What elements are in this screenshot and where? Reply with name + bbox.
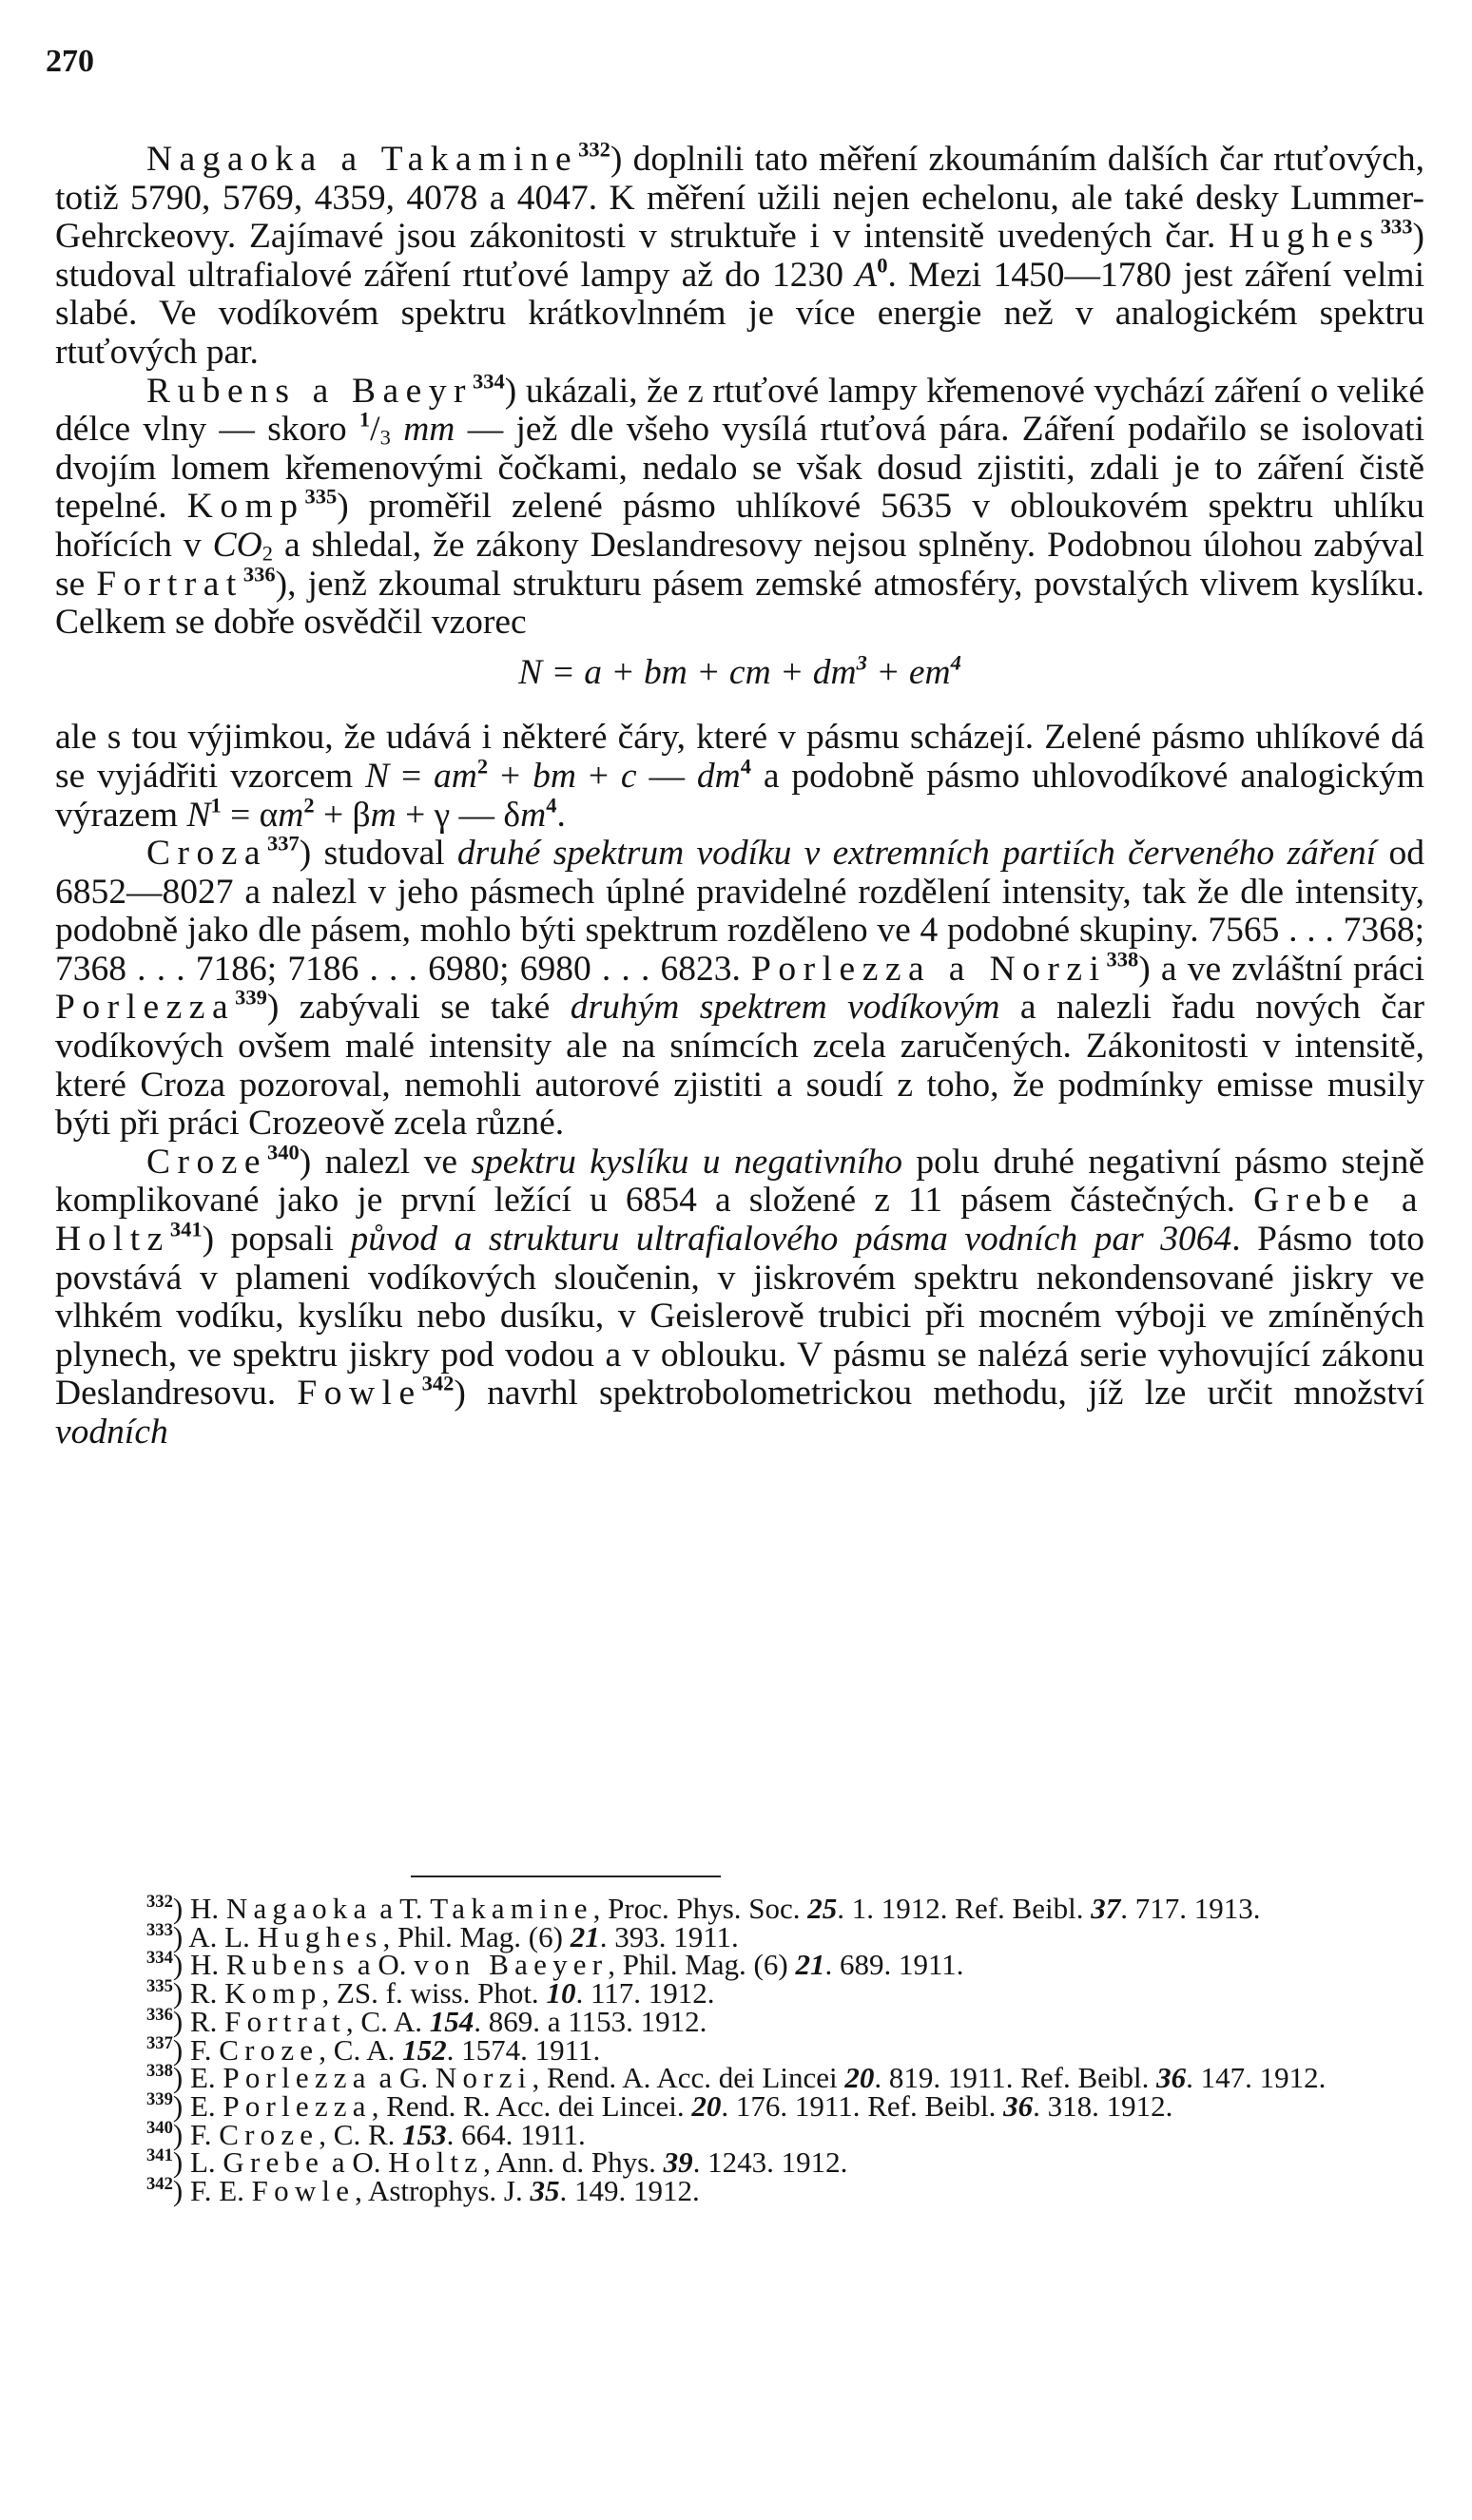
text-run: ) navrhl spektrobolometrickou methodu, jíž lze určit množství [454,1374,1424,1414]
italic-text: bm [644,652,688,692]
italic-text: 39 [663,2145,693,2180]
text-run: . 1574. 1911. [446,2032,601,2067]
spaced-name: Hughes [1229,217,1381,257]
italic-text: 21 [570,1919,600,1953]
text-run: , Phil. Mag. (6) [608,1948,796,1982]
footnote [55,2173,1424,2208]
paragraph [55,368,1425,643]
text-run: . 147. 1912. [1186,2061,1327,2095]
text-run: , C. R. [319,2117,403,2151]
text-run: ) F. [172,2032,220,2067]
text-run: / [370,410,380,450]
text-run: , Astrophys. J. [355,2174,531,2208]
superscript: 333 [1380,214,1413,239]
superscript: 341 [169,1217,203,1241]
italic-text: am [434,756,477,796]
superscript: 340 [146,2117,173,2138]
text-run: . 393. 1911. [599,1919,739,1953]
text-run: ) R. [172,1976,225,2010]
subscript: 3 [379,425,391,450]
paragraph [55,831,1425,1144]
text-run: + [687,652,729,692]
spaced-name: Nagaoka [225,1892,373,1925]
superscript: 336 [242,561,276,586]
footnote [55,1919,1424,1953]
superscript: 1 [210,792,222,817]
italic-text: 20 [691,2088,722,2123]
spaced-name: Fowle [251,2174,356,2208]
italic-text: 154 [429,2004,475,2038]
text-run [391,410,403,449]
text-run: ale s tou výjimkou, že udává i některé čáry, které v pásmu scházejí. Zelené pásmo uhlíkové dá se vyjádřiti vzorcem [55,718,1424,796]
text-run: . 664. 1911. [446,2117,586,2151]
superscript: 0 [877,253,888,278]
superscript: 332 [578,137,610,162]
italic-text: druhé spektrum vodíku v extremních partiích červeného záření [456,834,1377,874]
italic-text: 37 [1091,1892,1121,1925]
spaced-name: Porlezza [55,988,236,1028]
italic-text: 20 [844,2061,875,2095]
superscript: 342 [146,2173,173,2194]
text-run: ) popsali [202,1220,351,1260]
text-run: ) F. [172,2117,220,2151]
spaced-name: Hughes [257,1919,383,1953]
text-run: + [770,652,813,692]
footnote [55,2117,1424,2151]
superscript: 336 [146,2004,173,2025]
italic-text: CO [212,525,262,565]
text-run: . 149. 1912. [559,2174,700,2208]
italic-text: 152 [402,2032,447,2067]
spaced-name: Fowle [297,1374,422,1414]
text-run: , ZS. f. wiss. Phot. [321,1976,547,2010]
text-run: ), jenž zkoumal strukturu pásem zemské atmosféry, povstalých vlivem kyslíku. Celkem se dobře osvědčil vzorec [55,564,1424,643]
text-run: = [389,756,435,796]
italic-text: A [855,255,878,295]
italic-text: c [620,756,637,796]
text-run: , Proc. Phys. Soc. [592,1892,808,1925]
italic-text: spektru kyslíku u negativního [471,1142,902,1182]
italic-text: m [370,795,397,835]
superscript: 338 [1106,947,1139,971]
text-run: . 1243. 1912. [692,2145,848,2180]
italic-text: 35 [530,2174,560,2208]
superscript: 2 [303,792,315,817]
superscript: 341 [146,2145,173,2166]
spaced-name: Nagaoka a Takamine [146,140,579,179]
italic-text: 36 [1156,2061,1187,2095]
spaced-name: Croza [146,834,268,874]
italic-text: m [278,795,304,835]
spaced-name: Porlezza a Norzi [751,949,1107,989]
text-run: ) R. [172,2004,225,2038]
footnote [55,1976,1424,2010]
text-run: . 176. 1911. Ref. Beibl. [721,2088,1004,2123]
spaced-name: Komp [186,487,305,527]
text-run: + γ — δ [396,795,521,835]
text-run: , Rend. A. Acc. dei Lincei [532,2061,845,2095]
text-run: , Rend. R. Acc. dei Lincei. [371,2088,692,2123]
footnote [55,2032,1424,2067]
superscript: 332 [146,1891,173,1912]
text-run: a shledal, že zákony Deslandresovy nejsou splněny. Podobnou úlohou zabýval se [55,525,1424,604]
italic-text: N [186,795,211,835]
text-run: . [556,795,566,835]
superscript: 335 [146,1976,173,1997]
text-run: ) doplnili tato měření zkoumáním dalších čar rtuťových, totiž 5790, 5769, 4359, 4078 a 4047. K měření užili nejen echelonu, ale také desky Lummer-Gehrckeovy. Zajímavé jsou zákonitosti v struktuře i v intensitě uvedených čar. [55,140,1424,257]
text-run: a nalezli řadu nových čar vodíkových ovšem malé intensity ale na snímcích zcela zaručených. Zákonitosti v intensitě, které Croza pozoroval, nemohli autorové zjistiti a soudí z toho, že podmínky emisse musily býti při práci Crozeově zcela různé. [55,988,1425,1144]
text-run: + [575,756,621,796]
italic-text: N [365,756,390,796]
spaced-name: von Baeyer [414,1948,609,1982]
text-run: . 689. 1911. [824,1948,964,1982]
text-run: + [488,756,533,796]
subscript: 2 [261,541,273,566]
text-run: , C. A. [345,2004,430,2038]
text-run: ) E. [172,2088,223,2123]
italic-text: a [584,652,602,692]
spaced-name: Fortrat [224,2004,346,2038]
italic-text: druhým spektrem vodíkovým [570,988,1000,1028]
italic-text: m [520,795,547,835]
text-run: , Phil. Mag. (6) [382,1919,571,1953]
spaced-name: Porlezza [223,2061,372,2095]
italic-text: 25 [807,1892,838,1925]
superscript: 342 [421,1371,455,1395]
spaced-name: Takamine [430,1892,593,1925]
italic-text: mm [403,410,455,450]
italic-text: 36 [1003,2088,1034,2123]
text-run: . Pásmo toto povstává v plameni vodíkových sloučenin, v jiskrovém spektru nekondensované jiskry ve vlhkém vodíku, kyslíku nebo dusíku, v Geislerově trubici při mocném výboji ve zmíněných plynech, ve spektru jiskry pod vodou a v oblouku. V pásmu se nalézá serie vyhovující zákonu Deslandresovu. [55,1220,1424,1414]
superscript: 4 [740,754,751,779]
superscript: 4 [546,792,557,817]
footnote [55,2004,1424,2038]
superscript: 338 [146,2061,173,2082]
text-run: ) H. [172,1948,226,1982]
footnote [55,1948,1424,1982]
text-run: , Ann. d. Phys. [483,2145,664,2180]
italic-text: 153 [402,2117,447,2151]
superscript: 1 [358,407,371,432]
text-run: = [542,652,585,692]
spaced-name: Grebe a Holtz [55,1181,1424,1260]
italic-text: em [908,652,951,692]
footnote [55,2145,1424,2180]
spaced-name: Croze [219,2032,320,2067]
spaced-name: Rubens a Baeyr [146,371,473,411]
superscript: 334 [472,368,505,393]
text-run: . 318. 1912. [1033,2088,1173,2123]
text-run: ) proměřil zelené pásmo uhlíkové 5635 v obloukovém spektru uhlíku hořících v [55,487,1424,565]
text-run: a O. [350,1948,415,1982]
italic-text: dm [812,652,857,692]
superscript: 339 [146,2088,173,2109]
footnote [55,2061,1424,2095]
text-run: ) F. E. [172,2174,252,2208]
text-run: . 869. a 1153. 1912. [474,2004,707,2038]
text-run: a G. [371,2061,436,2095]
footnote [55,2088,1424,2123]
text-run: ) studoval ultrafialové záření rtuťové lampy až do 1230 [55,217,1424,295]
spaced-name: Fortrat [96,564,243,604]
spaced-name: Norzi [435,2061,533,2095]
footnote [55,1891,1424,1925]
text-run: a podobně pásmo uhlovodíkové analogickým výrazem [55,756,1425,835]
spaced-name: Porlezza [223,2088,372,2123]
text-run: ) zabývali se také [266,988,571,1028]
superscript: 335 [304,484,338,509]
spaced-name: Grebe [223,2145,325,2180]
spaced-name: Croze [146,1142,268,1182]
superscript: 3 [856,650,867,675]
text-run: ) E. [172,2061,223,2095]
text-run: ) ukázali, že z rtuťové lampy křemenové vychází záření o veliké délce vlny — skoro [55,371,1424,450]
paragraph [55,137,1424,373]
spaced-name: Rubens [225,1948,351,1982]
italic-text: vodních [55,1413,168,1452]
italic-text: cm [728,652,771,692]
superscript: 334 [146,1948,173,1969]
spaced-name: Komp [224,1976,322,2010]
text-run: + β [314,795,371,835]
superscript: 2 [476,754,489,779]
superscript: 333 [146,1919,173,1940]
text-run: ) a ve zvláštní práci [1138,949,1424,989]
paragraph [55,1140,1424,1452]
text-run: ) L. [172,2145,223,2180]
text-run: ) H. [172,1892,226,1925]
superscript: 4 [950,650,961,675]
text-run: + [866,652,909,692]
text-run: = α [221,795,279,835]
superscript: 340 [267,1140,300,1164]
italic-text: původ a strukturu ultrafialového pásma vodních par 3064 [350,1220,1232,1260]
text-run: ) nalezl ve [299,1142,472,1182]
text-run: polu druhé negativní pásmo stejně komplikované jako je první ležící u 6854 a složené z 11 pásem částečných. [55,1142,1424,1221]
text-run: — [636,756,697,796]
text-run: a T. [372,1892,431,1925]
main-text [55,137,1425,1452]
italic-text: bm [533,756,576,796]
paragraph [55,719,1424,835]
italic-text: 21 [795,1948,825,1982]
superscript: 337 [267,831,300,856]
text-run: — jež dle všeho vysílá rtuťová pára. Záření podařilo se isolovati dvojím lomem křemenovými čočkami, nedalo se však dosud zjistiti, zdali je to záření čistě tepelné. [55,410,1425,527]
text-run: + [601,652,645,692]
text-run: ) studoval [299,834,457,874]
text-run: . 717. 1913. [1120,1892,1261,1925]
italic-text: N [518,652,543,692]
text-run: a O. [324,2145,389,2180]
text-run: . 819. 1911. Ref. Beibl. [874,2061,1157,2095]
text-run: od 6852—8027 a nalezl v jeho pásmech úplné pravidelné rozdělení intensity, tak že dle intensity, podobně jako dle pásem, mohlo býti spektrum rozděleno ve 4 podobné skupiny. 7565 . . . 7368; 7368 . . . 7186; 7186 . . . 6980; 6980 . . . 6823. [55,834,1424,989]
text-run: , C. A. [319,2032,403,2067]
footnotes [55,1891,1424,2208]
text-run: . 117. 1912. [575,1976,715,2010]
formula [55,650,1424,693]
spaced-name: Croze [219,2117,320,2151]
spaced-name: Holtz [388,2145,484,2180]
page-number: 270 [46,44,94,79]
superscript: 337 [146,2032,173,2053]
superscript: 339 [235,985,267,1010]
italic-text: dm [696,756,741,796]
italic-text: 10 [546,1976,576,2010]
text-run: . 1. 1912. Ref. Beibl. [837,1892,1092,1925]
text-run: . Mezi 1450—1780 jest záření velmi slabé. Ve vodíkovém spektru krátkovlnném je více energie než v analogickém spektru rtuťových par. [55,255,1424,372]
text-run: ) A. L. [172,1919,258,1953]
footnote-divider [411,1876,721,1877]
